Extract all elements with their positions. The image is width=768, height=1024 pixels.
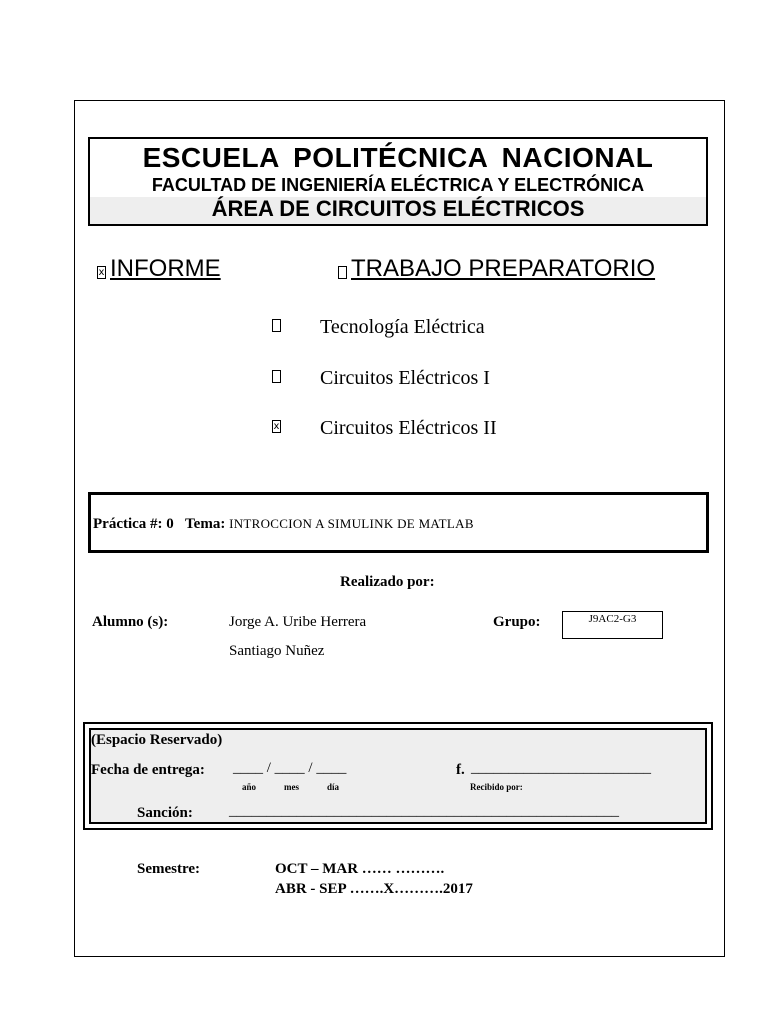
area-title: ÁREA DE CIRCUITOS ELÉCTRICOS [211,196,585,221]
course-option-tecnologia[interactable] [272,316,281,334]
fecha-field[interactable]: ____ / ____ / ____ [233,760,347,776]
practica-line [93,516,474,533]
firma-field[interactable]: ________________________ [471,760,651,776]
faculty-title: FACULTAD DE INGENIERÍA ELÉCTRICA Y ELECTRÓNICA [151,175,645,195]
semestre-label: Semestre: [137,861,201,877]
grupo-field[interactable]: J9AC2-G3 [562,611,663,639]
firma-label: f. [456,762,465,778]
informe-checkbox[interactable]: x [98,266,105,278]
date-sublabel: día [327,782,340,792]
course-label: Circuitos Eléctricos II [320,417,497,439]
course-checkbox[interactable]: x [273,420,280,432]
date-sublabel: mes [284,782,299,792]
grupo-label: Grupo: [493,614,541,630]
practica-box [88,492,709,553]
trabajo-checkbox[interactable] [338,266,347,279]
course-checkbox[interactable] [272,370,281,383]
semestre-abr-sep: ABR - SEP …….X……….2017 [275,881,473,897]
course-option-circuitos-ii[interactable] [272,417,281,435]
sancion-label: Sanción: [137,805,193,821]
tema-label: Tema: [185,516,226,532]
date-sublabel: año [242,782,257,792]
sancion-field[interactable]: ____________________________________________________ [229,803,619,819]
informe-label: INFORME [110,255,221,282]
trabajo-label: TRABAJO PREPARATORIO [351,255,656,282]
recibido-label: Recibido por: [470,782,523,792]
tema-value: INTROCCION A SIMULINK DE MATLAB [229,516,474,531]
informe-option[interactable] [97,255,221,283]
reserved-title: (Espacio Reservado) [91,732,223,748]
trabajo-option[interactable] [338,255,655,283]
course-label: Circuitos Eléctricos I [320,367,490,389]
header-box [88,137,708,226]
semestre-oct-mar: OCT – MAR …… ………. [275,861,445,877]
course-label: Tecnología Eléctrica [320,316,485,338]
fecha-label: Fecha de entrega: [91,762,205,778]
course-checkbox[interactable] [272,319,281,332]
realizado-por: Realizado por: [340,574,435,590]
alumno-name: Santiago Nuñez [229,643,325,659]
practica-label: Práctica #: [93,516,163,532]
practica-number: 0 [166,516,174,532]
alumno-label: Alumno (s): [92,614,169,630]
school-title: ESCUELA POLITÉCNICA NACIONAL [142,142,654,173]
alumno-name: Jorge A. Uribe Herrera [229,614,367,630]
course-option-circuitos-i[interactable] [272,367,281,385]
